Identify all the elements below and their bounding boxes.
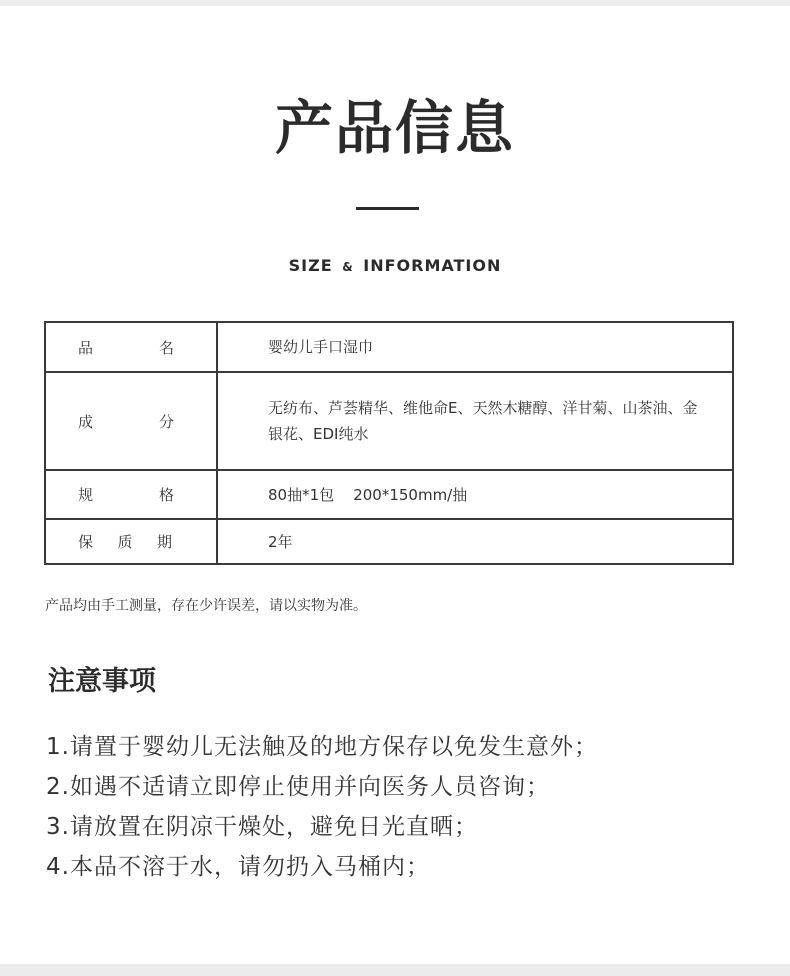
label-char: 规: [78, 486, 94, 504]
bottom-band: [0, 964, 790, 976]
label-cell: [45, 519, 217, 564]
label-char: 分: [158, 412, 174, 431]
label-char: 名: [158, 338, 174, 357]
shelf-life-value: 2年: [217, 519, 733, 564]
label-cell: [45, 470, 217, 519]
label-cell: [45, 322, 217, 372]
list-item: 3.请放置在阴凉干燥处，避免日光直晒；: [46, 814, 478, 840]
page-title: 产品信息: [274, 94, 515, 162]
ingredients-value: 无纺布、芦荟精华、维他命E、天然木糖醇、洋甘菊、山茶油、金银花、EDI纯水: [217, 372, 733, 470]
table-row: [45, 470, 733, 519]
product-name-value: 婴幼儿手口湿巾: [217, 322, 733, 372]
table-row: [45, 519, 733, 564]
title-divider: [356, 207, 419, 210]
label-char: 格: [158, 486, 174, 504]
cautions-heading: 注意事项: [48, 666, 156, 697]
list-item: 2.如遇不适请立即停止使用并向医务人员咨询；: [46, 774, 550, 800]
label-char: 质: [117, 533, 133, 551]
measurement-note: 产品均由手工测量，存在少许误差，请以实物为准。: [45, 598, 367, 614]
subtitle-information: INFORMATION: [363, 256, 502, 275]
label-char: 成: [78, 412, 94, 431]
spec-table: [44, 321, 734, 565]
page-subtitle: [0, 256, 790, 277]
top-band: [0, 0, 790, 6]
label-char: 保: [78, 533, 94, 551]
list-item: 1.请置于婴幼儿无法触及的地方保存以免发生意外；: [46, 734, 598, 760]
table-row: [45, 322, 733, 372]
label-char: 品: [78, 338, 94, 357]
specification-value: 80抽*1包 200*150mm/抽: [217, 470, 733, 519]
subtitle-amp: &: [342, 260, 354, 274]
label-char: 期: [156, 533, 172, 551]
label-cell: [45, 372, 217, 470]
list-item: 4.本品不溶于水，请勿扔入马桶内；: [46, 854, 430, 880]
table-row: [45, 372, 733, 470]
cautions-list: [46, 727, 598, 887]
subtitle-size: SIZE: [288, 256, 333, 275]
